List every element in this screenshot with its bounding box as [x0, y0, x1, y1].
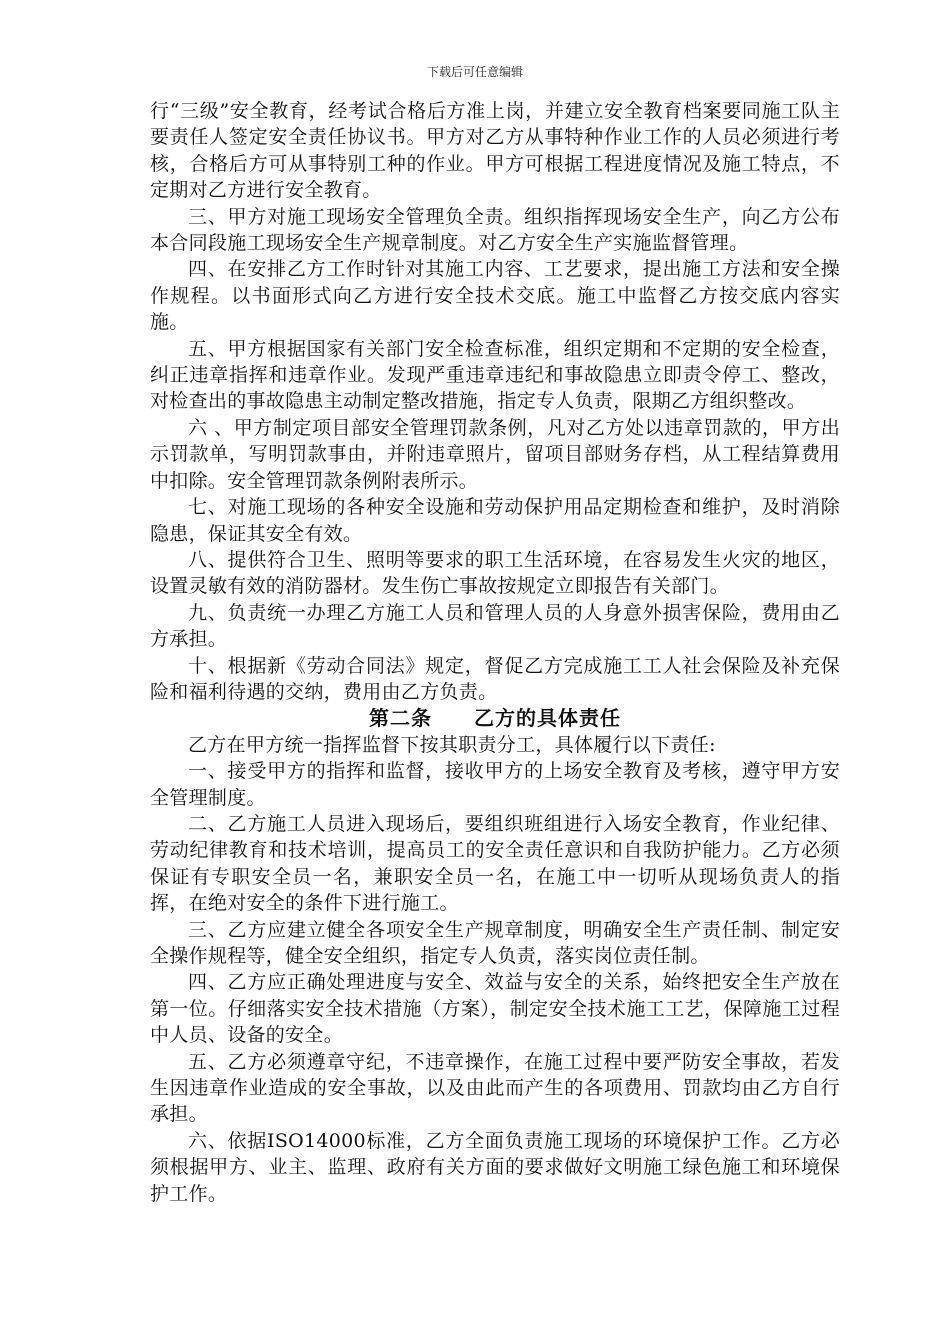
party-a-item-6: 六 、甲方制定项目部安全管理罚款条例，凡对乙方处以违章罚款的，甲方出示罚款单，写明罚款事由，并附违章照片，留项目部财务存档，从工程结算费用中扣除。安全管理罚款条例附表所示。: [150, 416, 840, 492]
party-a-item-9: 九、负责统一办理乙方施工人员和管理人员的人身意外损害保险，费用由乙方承担。: [150, 601, 840, 651]
party-a-item-4: 四、在安排乙方工作时针对其施工内容、工艺要求，提出施工方法和安全操作规程。以书面形式向乙方进行安全技术交底。施工中监督乙方按交底内容实施。: [150, 258, 840, 334]
party-a-item-5: 五、甲方根据国家有关部门安全检查标准，组织定期和不定期的安全检查，纠正违章指挥和违章作业。发现严重违章违纪和事故隐患立即责令停工、整改，对检查出的事故隐患主动制定整改措施，指定专人负责，限期乙方组织整改。: [150, 337, 840, 413]
party-b-item-2: 二、乙方施工人员进入现场后，要组织班组进行入场安全教育，作业纪律、劳动纪律教育和技术培训，提高员工的安全责任意识和自我防护能力。乙方必须保证有专职安全员一名，兼职安全员一名，在施工中一切听从现场负责人的指挥，在绝对安全的条件下进行施工。: [150, 812, 840, 915]
party-b-item-4: 四、乙方应正确处理进度与安全、效益与安全的关系，始终把安全生产放在第一位。仔细落实安全技术措施（方案），制定安全技术施工工艺，保障施工过程中人员、设备的安全。: [150, 971, 840, 1047]
party-b-item-1: 一、接受甲方的指挥和监督，接收甲方的上场安全教育及考核，遵守甲方安全管理制度。: [150, 760, 840, 809]
party-b-item-3: 三、乙方应建立健全各项安全生产规章制度，明确安全生产责任制、制定安全操作规程等，健全安全组织，指定专人负责，落实岗位责任制。: [150, 918, 840, 967]
document-body: [150, 98, 840, 1207]
party-b-item-5: 五、乙方必须遵章守纪，不违章操作，在施工过程中要严防安全事故，若发生因违章作业造成的安全事故，以及由此而产生的各项费用、罚款均由乙方自行承担。: [150, 1050, 840, 1126]
page-header: 下载后可任意编辑: [426, 65, 523, 79]
party-b-item-6: 六、依据ISO14000标准，乙方全面负责施工现场的环境保护工作。乙方必须根据甲方、业主、监理、政府有关方面的要求做好文明施工绿色施工和环境保护工作。: [150, 1129, 840, 1205]
article-two-intro: 乙方在甲方统一指挥监督下按其职责分工，具体履行以下责任:: [188, 733, 716, 756]
party-a-item-7: 七、对施工现场的各种安全设施和劳动保护用品定期检查和维护，及时消除隐患，保证其安全有效。: [150, 496, 840, 545]
article-two-heading: 第二条 乙方的具体责任: [369, 706, 621, 731]
party-a-item-10: 十、根据新《劳动合同法》规定，督促乙方完成施工工人社会保险及补充保险和福利待遇的交纳，费用由乙方负责。: [150, 654, 840, 703]
intro-paragraph: 行“三级”安全教育，经考试合格后方准上岗，并建立安全教育档案要同施工队主要责任人签定安全责任协议书。甲方对乙方从事特种作业工作的人员必须进行考核，合格后方可从事特别工种的作业。甲方可根据工程进度情况及施工特点，不定期对乙方进行安全教育。: [150, 100, 840, 202]
party-a-item-3: 三、甲方对施工现场安全管理负全责。组织指挥现场安全生产，向乙方公布本合同段施工现场安全生产规章制度。对乙方安全生产实施监督管理。: [150, 205, 840, 255]
party-a-item-8: 八、提供符合卫生、照明等要求的职工生活环境，在容易发生火灾的地区，设置灵敏有效的消防器材。发生伤亡事故按规定立即报告有关部门。: [150, 548, 840, 598]
